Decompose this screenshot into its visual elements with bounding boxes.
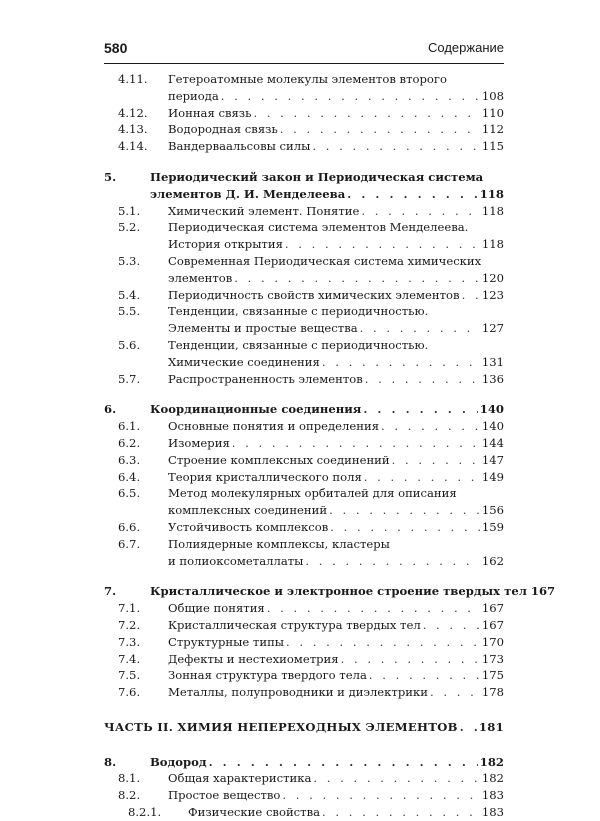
toc-entry-title: Зонная структура твердого тела [168,668,367,683]
toc-entry[interactable] [104,203,504,220]
dot-leader [285,236,480,253]
toc-entry-text [104,469,362,486]
toc-entry[interactable] [104,354,504,371]
toc-entry[interactable] [104,303,504,320]
toc-entry-text [104,502,327,519]
toc-page-number: 178 [481,685,504,700]
toc-entry-title: и полиоксометаллаты [168,553,304,568]
toc-entry-number: 7.1. [118,601,141,616]
toc-entry-text [104,519,328,536]
dot-leader [423,617,480,634]
toc-entry-title: Ионная связь [168,105,252,120]
toc-entry-title: Элементы и простые вещества [168,321,358,336]
toc-entry[interactable] [104,536,504,553]
toc-page-number: 112 [481,122,504,137]
toc-entry[interactable] [104,138,504,155]
toc-entry-title: Кристаллическая структура твердых тел [168,617,421,632]
toc-entry-title: Основные понятия и определения [168,419,380,434]
toc-entry-number: 4.11. [118,72,148,86]
toc-entry-text [104,536,390,553]
toc-entry[interactable] [104,502,504,519]
toc-entry[interactable] [104,452,504,469]
dot-leader [322,354,480,371]
toc-page-number: 167 [530,584,556,599]
toc-entry-text [104,583,527,600]
toc-entry-text [104,667,367,684]
toc-entry-number: 5.1. [118,203,141,218]
dot-leader [430,684,480,701]
toc-page-number: 118 [481,237,504,252]
toc-entry-text [104,219,468,236]
toc-entry-text [104,303,428,320]
dot-leader [369,667,480,684]
toc-entry[interactable] [104,418,504,435]
dot-leader [234,270,480,287]
section-gap [104,701,504,719]
toc-entry-text [104,634,284,651]
toc-entry[interactable] [104,519,504,536]
toc-entry[interactable] [104,435,504,452]
toc-page-number: 183 [481,788,504,803]
toc-entry-number: 5.3. [118,253,141,268]
toc-entry-title: Простое вещество [168,788,281,803]
dot-leader [209,754,478,771]
toc-entry-text [104,71,447,88]
toc-entry-title: Распространенность элементов [168,371,363,386]
toc-entry-text [104,719,458,736]
dot-leader [322,804,480,821]
dot-leader [330,519,480,536]
toc-entry-text [104,435,230,452]
toc-entry-number: 7.4. [118,651,141,666]
toc-entry-number: 7.3. [118,634,141,649]
toc-entry-title: Структурные типы [168,634,285,649]
toc-entry-text [104,770,311,787]
section-gap [104,155,504,169]
running-title: Содержание [428,40,504,55]
toc-entry-title: Кристаллическое и электронное строение твердых тел [150,584,527,599]
toc-entry-number: 5. [104,169,117,184]
toc-entry[interactable] [104,186,504,203]
toc-entry[interactable] [104,583,556,600]
toc-page-number: 144 [481,435,504,450]
toc-entry[interactable] [104,105,504,122]
toc-entry-text [104,600,265,617]
toc-entry-title: Общая характеристика [168,771,312,786]
toc-entry-number: 7. [104,584,117,599]
toc-entry[interactable] [104,320,504,337]
dot-leader [253,105,479,122]
dot-leader [347,186,478,203]
toc-page-number: 170 [481,634,504,649]
toc-entry-text [104,485,457,502]
toc-entry[interactable] [104,553,504,570]
toc-page-number: 182 [479,754,504,769]
table-of-contents [104,71,556,821]
toc-entry-text [104,121,278,138]
toc-page-number: 123 [481,287,504,302]
toc-entry[interactable] [104,617,504,634]
toc-entry-number: 6.2. [118,435,141,450]
toc-entry-number: 8.2.1. [128,805,162,820]
toc-entry-text [104,337,428,354]
toc-entry-title: периода [168,88,219,103]
page-number: 580 [104,40,128,56]
toc-page-number: 182 [481,771,504,786]
toc-entry-number: 5.4. [118,287,141,302]
dot-leader [221,88,480,105]
dot-leader [462,287,480,304]
toc-entry[interactable] [104,71,504,88]
toc-entry-text [104,418,379,435]
toc-entry[interactable] [104,219,504,236]
dot-leader [392,452,480,469]
toc-entry-number: 4.13. [118,122,148,137]
toc-entry[interactable] [104,270,504,287]
toc-entry[interactable] [104,287,504,304]
toc-entry[interactable] [104,469,504,486]
toc-entry[interactable] [104,667,504,684]
toc-entry-title: Периодичность свойств химических элементов [168,287,460,302]
toc-entry-number: 6.5. [118,486,141,501]
toc-entry-number: 4.12. [118,105,148,120]
dot-leader [267,600,480,617]
toc-entry-number: 5.7. [118,371,141,386]
toc-entry-text [104,804,320,821]
toc-entry-number: 5.6. [118,337,141,352]
toc-entry-text [104,401,361,418]
dot-leader [360,320,480,337]
toc-entry-title: Строение комплексных соединений [168,452,390,467]
toc-entry-text [104,354,320,371]
toc-entry-title: Теория кристаллического поля [168,469,362,484]
toc-page-number: 140 [479,402,504,417]
toc-entry-title: Общие понятия [168,601,265,616]
toc-entry[interactable] [104,88,504,105]
toc-entry-text [104,169,483,186]
toc-entry[interactable] [104,754,504,771]
toc-page-number: 181 [478,719,504,734]
dot-leader [305,553,479,570]
toc-entry-number: 8.1. [118,771,141,786]
toc-entry-title: Тенденции, связанные с периодичностью. [168,304,429,319]
toc-entry-title: Водород [150,754,207,769]
toc-entry-text [104,617,421,634]
toc-entry-title: Современная Периодическая система химических [168,253,482,268]
dot-leader [280,121,480,138]
dot-leader [363,401,477,418]
toc-entry[interactable] [104,684,504,701]
toc-entry-number: 6.3. [118,452,141,467]
toc-page-number: 118 [479,186,504,201]
toc-entry-number: 6. [104,402,117,417]
toc-entry-text [104,88,219,105]
toc-entry[interactable] [104,787,504,804]
toc-entry-number: 5.5. [118,304,141,319]
toc-entry[interactable] [104,169,504,186]
toc-page-number: 110 [481,105,504,120]
toc-entry[interactable] [104,600,504,617]
toc-entry[interactable] [104,634,504,651]
toc-entry[interactable] [104,236,504,253]
toc-page-number: 140 [481,419,504,434]
toc-page-number: 115 [481,139,504,154]
dot-leader [232,435,480,452]
toc-entry-title: Дефекты и нестехиометрия [168,651,339,666]
toc-page-number: 175 [481,668,504,683]
dot-leader [312,138,480,155]
toc-entry-title: Вандерваальсовы силы [168,139,311,154]
toc-entry-title: Координационные соединения [150,402,362,417]
dot-leader [364,469,480,486]
toc-entry[interactable] [104,651,504,668]
toc-page-number: 147 [481,452,504,467]
toc-entry-title: Химические соединения [168,354,320,369]
toc-entry[interactable] [104,337,504,354]
toc-page-number: 162 [481,553,504,568]
toc-entry[interactable] [104,371,504,388]
toc-entry-title: Метод молекулярных орбиталей для описания [168,486,457,501]
toc-page-number: 127 [481,321,504,336]
toc-page-number: 159 [481,519,504,534]
toc-entry-number: 8.2. [118,788,141,803]
toc-entry-title: Изомерия [168,435,230,450]
toc-entry[interactable] [104,804,504,821]
toc-entry-text [104,253,481,270]
toc-entry-title: ЧАСТЬ II. ХИМИЯ НЕПЕРЕХОДНЫХ ЭЛЕМЕНТОВ [104,719,458,734]
toc-entry-number: 6.1. [118,419,141,434]
toc-entry-number: 6.4. [118,469,141,484]
toc-entry-number: 8. [104,754,117,769]
dot-leader [361,203,479,220]
toc-entry-title: Металлы, полупроводники и диэлектрики [168,685,428,700]
dot-leader [329,502,480,519]
toc-entry[interactable] [104,401,504,418]
toc-entry-number: 7.6. [118,685,141,700]
toc-page-number: 156 [481,503,504,518]
toc-entry-title: Тенденции, связанные с периодичностью. [168,337,429,352]
toc-entry-title: Периодический закон и Периодическая система [150,169,484,184]
toc-entry-text [104,138,310,155]
toc-entry-number: 7.5. [118,668,141,683]
toc-entry-text [104,105,251,122]
toc-entry-text [104,371,363,388]
toc-entry-text [104,452,390,469]
toc-entry-text [104,287,460,304]
toc-entry-title: элементов Д. И. Менделеева [150,186,346,201]
toc-entry-number: 6.7. [118,536,141,551]
dot-leader [381,418,480,435]
section-gap [104,736,504,754]
toc-entry[interactable] [104,253,504,270]
toc-entry-title: Химический элемент. Понятие [168,203,360,218]
toc-entry-text [104,787,280,804]
running-header [104,40,504,58]
toc-entry-text [104,684,428,701]
toc-entry-number: 7.2. [118,617,141,632]
toc-entry-title: Физические свойства [188,805,321,820]
toc-entry-title: элементов [168,270,233,285]
section-gap [104,387,504,401]
toc-page-number: 120 [481,270,504,285]
toc-page-number: 167 [481,601,504,616]
toc-page-number: 183 [481,805,504,820]
header-rule [104,63,504,64]
dot-leader [341,651,480,668]
section-gap [104,569,504,583]
dot-leader [460,719,477,736]
toc-entry-text [104,236,283,253]
toc-page-number: 149 [481,469,504,484]
toc-entry-text [104,553,303,570]
toc-entry[interactable] [104,485,504,502]
dot-leader [282,787,479,804]
dot-leader [286,634,480,651]
toc-page-number: 167 [481,617,504,632]
toc-entry-title: Устойчивость комплексов [168,519,329,534]
toc-entry[interactable] [104,770,504,787]
toc-entry-text [104,270,232,287]
toc-entry-number: 6.6. [118,519,141,534]
toc-page-number: 118 [481,203,504,218]
toc-entry-title: Гетероатомные молекулы элементов второго [168,72,447,86]
toc-page-number: 108 [481,88,504,103]
toc-entry-number: 5.2. [118,220,141,235]
toc-page-number: 136 [481,371,504,386]
toc-entry-title: Периодическая система элементов Менделеева. [168,220,469,235]
toc-page-number: 173 [481,651,504,666]
toc-entry-title: Водородная связь [168,122,278,137]
toc-entry-title: История открытия [168,237,283,252]
toc-entry-text [104,651,339,668]
toc-entry-text [104,186,345,203]
toc-entry-text [104,203,359,220]
toc-entry-text [104,320,358,337]
toc-entry[interactable] [104,121,504,138]
toc-entry-number: 4.14. [118,139,148,154]
toc-page-number: 131 [481,354,504,369]
dot-leader [365,371,480,388]
toc-entry-title: комплексных соединений [168,503,328,518]
toc-entry-text [104,754,207,771]
dot-leader [313,770,479,787]
toc-entry-title: Полиядерные комплексы, кластеры [168,536,390,551]
toc-entry[interactable] [104,719,504,736]
